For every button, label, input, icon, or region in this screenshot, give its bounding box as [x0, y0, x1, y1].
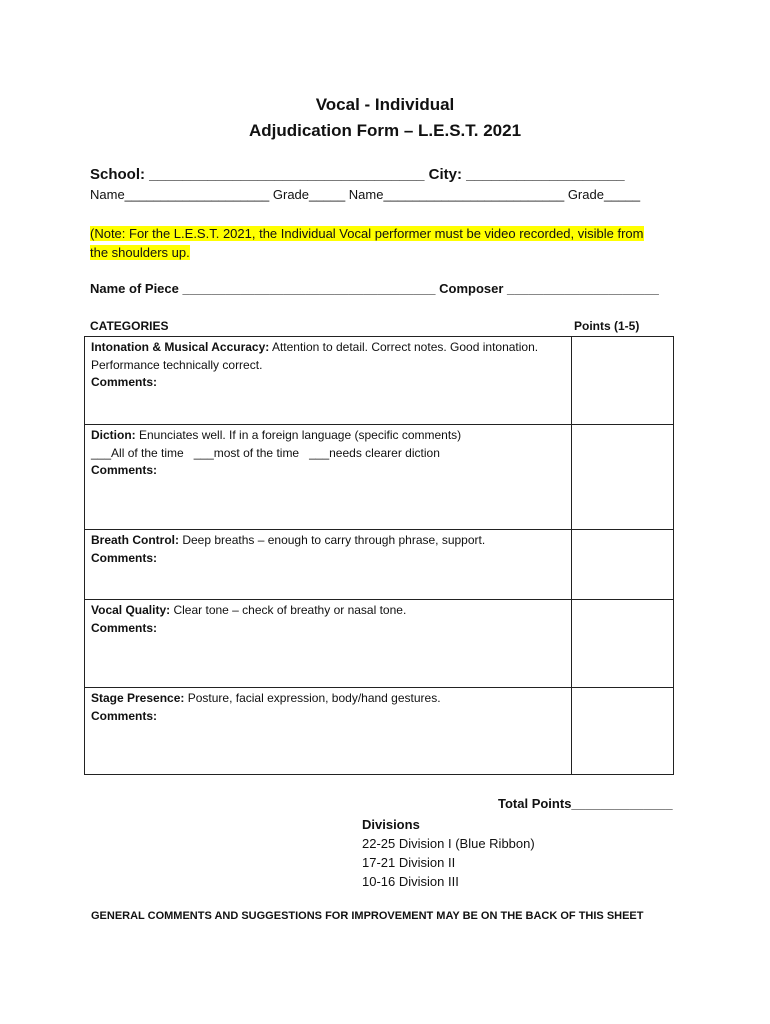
category-text: Attention to detail. Correct notes. Good intonation. Performance technically correct.	[91, 340, 539, 372]
category-vocal-quality	[85, 600, 572, 688]
table-row	[85, 530, 674, 600]
piece-composer-field: Name of Piece ___________________________________ Composer _____________________	[90, 281, 659, 296]
diction-options: ___All of the time ___most of the time ___needs clearer diction	[91, 445, 440, 460]
form-title-line2: Adjudication Form – L.E.S.T. 2021	[248, 121, 522, 140]
category-label: Stage Presence:	[91, 691, 185, 705]
category-stage-presence	[85, 688, 572, 775]
points-cell	[571, 530, 673, 600]
points-cell	[571, 600, 673, 688]
form-title-line1: Vocal - Individual	[315, 95, 455, 114]
points-cell	[571, 688, 673, 775]
table-row	[85, 688, 674, 775]
table-row	[85, 600, 674, 688]
general-comments-footer: GENERAL COMMENTS AND SUGGESTIONS FOR IMPROVEMENT MAY BE ON THE BACK OF THIS SHEET	[91, 910, 644, 922]
category-label: Intonation & Musical Accuracy:	[91, 340, 270, 354]
category-intonation	[85, 337, 572, 425]
division-item: 17-21 Division II	[362, 855, 456, 870]
comments-label: Comments:	[91, 620, 158, 635]
name-grade-fields: Name____________________ Grade_____ Name_________________________ Grade_____	[90, 187, 641, 202]
category-label: Diction:	[91, 428, 136, 442]
category-text: Enunciates well. If in a foreign language (specific comments)	[135, 428, 462, 442]
division-item: 22-25 Division I (Blue Ribbon)	[362, 836, 535, 851]
category-text: Posture, facial expression, body/hand gestures.	[184, 691, 441, 705]
comments-label: Comments:	[91, 550, 158, 565]
comments-label: Comments:	[91, 463, 158, 477]
table-row	[85, 425, 674, 530]
category-label: Vocal Quality:	[91, 603, 171, 617]
categories-heading: CATEGORIES	[90, 319, 169, 333]
divisions-heading: Divisions	[362, 817, 420, 832]
categories-table	[84, 336, 674, 775]
video-note-text: (Note: For the L.E.S.T. 2021, the Individual Vocal performer must be video recorded, visible from the shoulders up.	[90, 226, 644, 260]
comments-label: Comments:	[91, 375, 158, 389]
comments-label: Comments:	[91, 708, 158, 723]
points-cell	[571, 337, 673, 425]
total-points-field: Total Points______________	[498, 796, 673, 811]
video-note	[90, 224, 660, 262]
category-breath-control	[85, 530, 572, 600]
category-label: Breath Control:	[91, 533, 179, 547]
table-row	[85, 337, 674, 425]
category-text: Clear tone – check of breathy or nasal tone.	[170, 603, 407, 617]
division-item: 10-16 Division III	[362, 874, 459, 889]
divisions-list	[362, 815, 535, 891]
category-text: Deep breaths – enough to carry through phrase, support.	[179, 533, 486, 547]
school-city-field: School: _________________________________ City: ___________________	[90, 166, 625, 183]
points-cell	[571, 425, 673, 530]
category-diction	[85, 425, 572, 530]
points-heading: Points (1-5)	[574, 319, 640, 333]
